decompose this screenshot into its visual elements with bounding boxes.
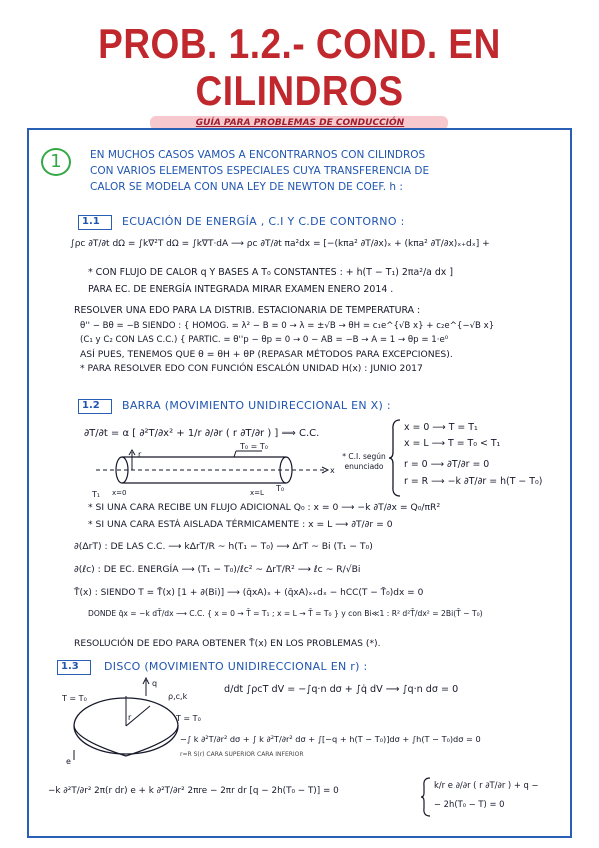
edo-resolution-note: RESOLUCIÓN DE EDO PARA OBTENER T̄(x) EN LOS PROBLEMAS (*).: [74, 638, 381, 649]
reference-note: PARA EC. DE ENERGÍA INTEGRADA MIRAR EXAMEN ENERO 2014 .: [88, 284, 394, 295]
diagram-t1-label: T₁: [92, 490, 101, 499]
disk-result-line: k/r e ∂/∂r ( r ∂T/∂r ) + q −: [434, 780, 539, 790]
section-title: ECUACIÓN DE ENERGÍA , C.I Y C.DE CONTORNO :: [122, 215, 405, 228]
disk-q-label: q: [152, 679, 158, 688]
disk-r-label: r: [128, 713, 132, 722]
guide-label: GUÍA PARA PROBLEMAS DE CONDUCCIÓN: [195, 118, 405, 128]
disk-t-label: T = T₀: [62, 694, 87, 703]
diagram-xl-label: x=L: [250, 489, 264, 497]
disk-props-label: ρ,c,k: [168, 692, 188, 701]
disk-e-label: e: [66, 757, 71, 766]
bc-x0: x = 0 ⟶ T = T₁: [404, 422, 478, 433]
disk-energy-balance: d/dt ∫ρcT dV = −∫q·n dσ + ∫q̇ dV ⟶ ∫q·n dσ = 0: [224, 684, 459, 695]
order-delta-rt: ∂(ΔrT) : DE LAS C.C. ⟶ kΔrT/R ~ h(T₁ − T₀) ⟶ ΔrT ~ Bi (T₁ − T₀): [74, 541, 373, 552]
diagram-t0-label: T₀ = T₀: [240, 442, 268, 451]
mean-temp-bc: DONDE q̄x = −k dT̄/dx ⟶ C.C. { x = 0 → T̄ = T₁ ; x = L → T̄ = T₀ } y con Bi≪1 : R² d²T̄/dx² = 2Bi(T̄ − T₀): [88, 609, 483, 618]
mean-temp-eq: T̄(x) : SIENDO T = T̄(x) [1 + ∂(Bi)] ⟶ (q̄xA)ₓ + (q̄xA)ₓ₊dₓ − hCC(T − T̄₀)dx = 0: [74, 588, 424, 598]
page-title: PROB. 1.2.- COND. EN CILINDROS: [98, 20, 501, 114]
initial-condition-note: * C.I. según enunciado: [342, 452, 386, 471]
section-number: 1.1: [78, 215, 112, 230]
disk-integral-eq: −∫ k ∂²T/∂r² dσ + ∫ k ∂²T/∂r² dσ + ∫[−q + h(T − T₀)]dσ + ∫h(T − T₀)dσ = 0: [180, 734, 481, 744]
disk-diagram: [66, 676, 186, 762]
disk-integral-subscripts: r=R S(r) CARA SUPERIOR CARA INFERIOR: [180, 751, 304, 758]
bc-rR: r = R ⟶ −k ∂T/∂r = h(T − T₀): [404, 476, 543, 487]
diagram-tl-label: T₀: [276, 484, 285, 493]
energy-equation: ∫ρc ∂T/∂t dΩ = ∫k∇²T dΩ = ∫k∇T·dA ⟶ ρc ∂T/∂t πa²dx = [−(kπa² ∂T/∂x)ₓ + (kπa² ∂T/∂x)ₓ₊dₓ] +: [70, 239, 490, 249]
bc-r0: r = 0 ⟶ ∂T/∂r = 0: [404, 459, 490, 470]
bar-pde: ∂T/∂t = α [ ∂²T/∂x² + 1/r ∂/∂r ( r ∂T/∂r ) ] ⟹ C.C.: [84, 428, 320, 439]
diagram-x0-label: x=0: [112, 489, 127, 497]
section-title: BARRA (MOVIMIENTO UNIDIRECCIONAL EN X) :: [122, 399, 391, 412]
flux-face-note: * SI UNA CARA RECIBE UN FLUJO ADICIONAL Q₀ : x = 0 ⟶ −k ∂T/∂x = Q₀/πR²: [88, 502, 441, 513]
section-number: 1.2: [78, 399, 112, 414]
disk-discrete-eq: −k ∂²T/∂r² 2π(r dr) e + k ∂²T/∂r² 2πre − 2πr dr [q − 2h(T₀ − T)] = 0: [48, 786, 339, 796]
heat-flux-note: * CON FLUJO DE CALOR q Y BASES A T₀ CONSTANTES : + h(T − T₁) 2πa²/a dx ]: [88, 267, 453, 278]
insulated-face-note: * SI UNA CARA ESTÁ AISLADA TÉRMICAMENTE : x = L ⟶ ∂T/∂r = 0: [88, 519, 393, 530]
diagram-x-label: x: [330, 466, 335, 475]
order-lc: ∂(ℓc) : DE EC. ENERGÍA ⟶ (T₁ − T₀)/ℓc² ~ ΔrT/R² ⟶ ℓc ~ R/√Bi: [74, 564, 361, 575]
diagram-r-label: r: [138, 450, 142, 459]
brace-symbol: [420, 776, 432, 818]
section-title: DISCO (MOVIMIENTO UNIDIRECCIONAL EN r) :: [104, 660, 368, 673]
intro-line: CALOR SE MODELA CON UNA LEY DE NEWTON DE COEF. h :: [90, 181, 403, 193]
section-number: 1.3: [57, 660, 91, 675]
disk-result-line: − 2h(T₀ − T) = 0: [434, 799, 505, 809]
bc-xl: x = L ⟶ T = T₀ < T₁: [404, 438, 501, 449]
edo-homog: θ'' − Bθ = −B SIENDO : { HOMOG. = λ² − B = 0 → λ = ±√B → θH = c₁e^{√B x} + c₂e^{−√B x}: [80, 321, 495, 331]
step-function-note: * PARA RESOLVER EDO CON FUNCIÓN ESCALÓN UNIDAD H(x) : JUNIO 2017: [80, 363, 423, 374]
intro-line: EN MUCHOS CASOS VAMOS A ENCONTRARNOS CON CILINDROS: [90, 149, 426, 161]
brace-symbol: [388, 418, 402, 498]
intro-line: CON VARIOS ELEMENTOS ESPECIALES CUYA TRANSFERENCIA DE: [90, 165, 430, 177]
section-number-badge: 1: [41, 148, 71, 176]
disk-bottom-t-label: T = T₀: [176, 714, 201, 723]
edo-heading: RESOLVER UNA EDO PARA LA DISTRIB. ESTACIONARIA DE TEMPERATURA :: [74, 305, 421, 316]
edo-solution: ASÍ PUES, TENEMOS QUE θ = θH + θP (REPASAR MÉTODOS PARA EXCEPCIONES).: [80, 349, 453, 360]
edo-partic: (C₁ y C₂ CON LAS C.C.) { PARTIC. = θ''p − θp = 0 → 0 − AB = −B → A = 1 → θp = 1·e⁰: [80, 335, 449, 345]
